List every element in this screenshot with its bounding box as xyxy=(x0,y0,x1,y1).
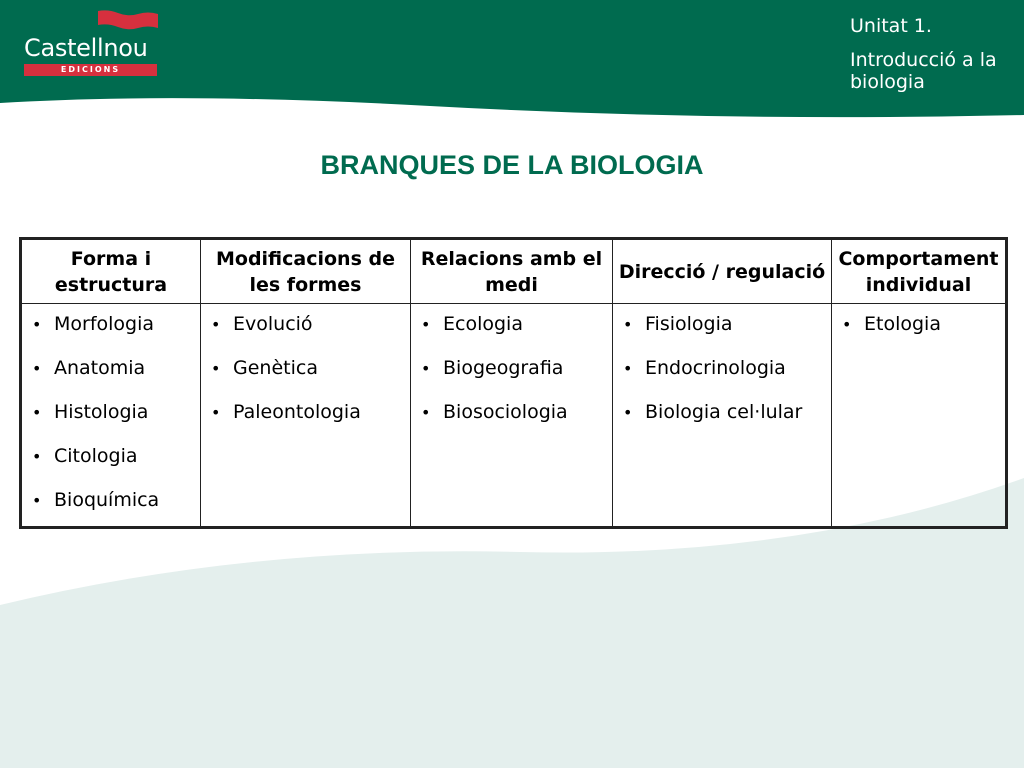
list-item xyxy=(419,311,608,338)
branch-name: Fisiologia xyxy=(645,313,733,335)
branch-name: Genètica xyxy=(233,357,318,379)
branch-name: Morfologia xyxy=(54,313,155,335)
branch-name: Evolució xyxy=(233,313,313,335)
branch-list xyxy=(840,311,1001,338)
branch-name: Endocrinologia xyxy=(645,357,786,379)
column-header: Direcció / regulació xyxy=(613,239,832,304)
branch-name: Ecologia xyxy=(443,313,523,335)
table-cell xyxy=(411,304,613,528)
bullet-icon: • xyxy=(32,447,42,466)
branch-name: Citologia xyxy=(54,445,138,467)
logo-flag xyxy=(98,10,158,29)
table-cell xyxy=(201,304,411,528)
list-item xyxy=(30,355,196,382)
unit-title: Introducció a la biologia xyxy=(850,49,997,93)
bullet-icon: • xyxy=(32,491,42,510)
column-header: Relacions amb el medi xyxy=(411,239,613,304)
table-header-row xyxy=(21,239,1007,304)
bullet-icon: • xyxy=(211,359,221,378)
column-header: Comportament individual xyxy=(832,239,1007,304)
logo-wordmark: Castellnou xyxy=(24,34,148,62)
list-item xyxy=(419,399,608,426)
biology-branches-table xyxy=(19,237,1008,529)
branch-name: Bioquímica xyxy=(54,489,160,511)
list-item xyxy=(621,311,827,338)
branch-name: Etologia xyxy=(864,313,941,335)
branch-list xyxy=(209,311,406,426)
castellnou-logo xyxy=(20,10,162,80)
bullet-icon: • xyxy=(211,403,221,422)
list-item xyxy=(30,443,196,470)
list-item xyxy=(840,311,1001,338)
list-item xyxy=(30,399,196,426)
branch-name: Anatomia xyxy=(54,357,146,379)
bullet-icon: • xyxy=(421,315,431,334)
bullet-icon: • xyxy=(32,359,42,378)
bullet-icon: • xyxy=(623,315,633,334)
table-cell xyxy=(21,304,201,528)
bullet-icon: • xyxy=(211,315,221,334)
bullet-icon: • xyxy=(623,403,633,422)
bullet-icon: • xyxy=(32,315,42,334)
branch-list xyxy=(419,311,608,426)
branch-list xyxy=(30,311,196,514)
bullet-icon: • xyxy=(842,315,852,334)
branch-name: Biogeografia xyxy=(443,357,564,379)
unit-label xyxy=(850,15,1020,93)
branch-name: Biologia cel·lular xyxy=(645,401,803,423)
bullet-icon: • xyxy=(32,403,42,422)
list-item xyxy=(209,399,406,426)
list-item xyxy=(209,311,406,338)
bullet-icon: • xyxy=(421,359,431,378)
branch-name: Paleontologia xyxy=(233,401,361,423)
branch-name: Histologia xyxy=(54,401,149,423)
list-item xyxy=(621,355,827,382)
column-header: Forma i estructura xyxy=(21,239,201,304)
bullet-icon: • xyxy=(421,403,431,422)
list-item xyxy=(30,311,196,338)
list-item xyxy=(419,355,608,382)
branch-name: Biosociologia xyxy=(443,401,568,423)
table-cell xyxy=(613,304,832,528)
logo-imprint: EDICIONS xyxy=(60,65,121,74)
list-item xyxy=(30,487,196,514)
column-header: Modificacions de les formes xyxy=(201,239,411,304)
table-cell xyxy=(832,304,1007,528)
list-item xyxy=(209,355,406,382)
unit-number: Unitat 1. xyxy=(850,15,932,37)
bullet-icon: • xyxy=(623,359,633,378)
branch-list xyxy=(621,311,827,426)
page-title: BRANQUES DE LA BIOLOGIA xyxy=(320,150,704,180)
table-row xyxy=(21,304,1007,528)
list-item xyxy=(621,399,827,426)
